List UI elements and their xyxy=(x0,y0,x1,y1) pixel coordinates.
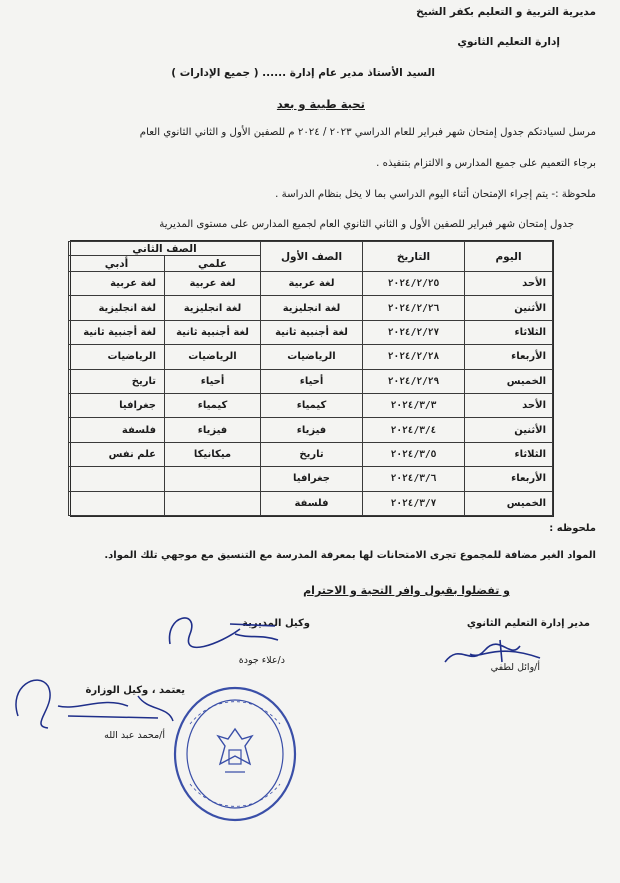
right-signer-name: أ/وائل لطفي xyxy=(490,662,540,673)
department-name: إدارة التعليم الثانوي xyxy=(457,36,560,48)
right-signer-title: مدير إدارة التعليم الثانوي xyxy=(466,618,590,629)
greeting-line: تحية طيبة و بعد xyxy=(276,97,365,111)
header-second-grade: الصف الثاني xyxy=(68,242,260,256)
science-cell xyxy=(165,467,261,491)
day-cell: الثلاثاء xyxy=(465,320,553,344)
header-date: التاريخ xyxy=(363,242,465,272)
footnote-label: ملحوظه : xyxy=(549,523,596,534)
table-row xyxy=(68,393,552,417)
science-cell: الرياضيات xyxy=(165,345,261,369)
header-science: علمي xyxy=(165,256,261,272)
date-cell: ٢٠٢٤/٢/٢٥ xyxy=(363,272,465,296)
date-cell: ٢٠٢٤/٢/٢٩ xyxy=(363,369,465,393)
date-cell: ٢٠٢٤/٣/٦ xyxy=(363,467,465,491)
date-cell: ٢٠٢٤/٣/٧ xyxy=(363,491,465,515)
table-row xyxy=(68,320,552,344)
literary-cell xyxy=(68,491,164,515)
first-grade-cell: الرياضيات xyxy=(261,345,363,369)
literary-cell: لغة عربية xyxy=(68,272,164,296)
body-line-2: برجاء التعميم على جميع المدارس و الالتزام بتنفيذه . xyxy=(376,158,596,169)
first-grade-cell: كيمياء xyxy=(261,393,363,417)
first-grade-cell: لغة انجليزية xyxy=(261,296,363,320)
science-cell: لغة عربية xyxy=(165,272,261,296)
first-grade-cell: فيزياء xyxy=(261,418,363,442)
directorate-name: مديرية التربية و التعليم بكفر الشيخ xyxy=(416,6,596,18)
day-cell: الأربعاء xyxy=(465,345,553,369)
literary-cell: الرياضيات xyxy=(68,345,164,369)
first-grade-cell: فلسفة xyxy=(261,491,363,515)
first-grade-cell: أحياء xyxy=(261,369,363,393)
literary-cell: لغة انجليزية xyxy=(68,296,164,320)
literary-cell: فلسفة xyxy=(68,418,164,442)
eagle-emblem-icon xyxy=(218,729,252,772)
exam-schedule-table xyxy=(70,240,554,517)
approval-name: أ/محمد عبد الله xyxy=(104,730,165,741)
official-stamp xyxy=(170,684,300,824)
right-signature-scribble xyxy=(440,632,550,672)
table-row xyxy=(68,491,552,515)
first-grade-cell: لغة أجنبية ثانية xyxy=(261,320,363,344)
date-cell: ٢٠٢٤/٣/٣ xyxy=(363,393,465,417)
table-row xyxy=(68,272,552,296)
day-cell: الأحد xyxy=(465,272,553,296)
approval-title: يعتمد ، وكيل الوزارة xyxy=(85,685,185,696)
first-grade-cell: جغرافيا xyxy=(261,467,363,491)
footnote-text: المواد الغير مضافة للمجموع تجرى الامتحانات لها بمعرفة المدرسة مع التنسيق مع موجهي تلك المواد. xyxy=(104,550,596,561)
date-cell: ٢٠٢٤/٣/٤ xyxy=(363,418,465,442)
first-grade-cell: لغة عربية xyxy=(261,272,363,296)
table-row xyxy=(68,296,552,320)
header-first-grade: الصف الأول xyxy=(261,242,363,272)
day-cell: الأربعاء xyxy=(465,467,553,491)
header-literary: أدبي xyxy=(68,256,164,272)
table-row xyxy=(68,467,552,491)
table-title: جدول إمتحان شهر فبراير للصفين الأول و الثاني الثانوي العام لجميع المدارس على مستوى المديرية xyxy=(159,219,574,230)
header-day: اليوم xyxy=(465,242,553,272)
day-cell: الخميس xyxy=(465,369,553,393)
table-row xyxy=(68,418,552,442)
literary-cell: جغرافيا xyxy=(68,393,164,417)
approval-signature-scribble xyxy=(8,666,178,746)
left-signer-name: د/علاء جودة xyxy=(238,655,285,666)
body-note: ملحوظة :- يتم إجراء الإمتحان أثناء اليوم الدراسي بما لا يخل بنظام الدراسة . xyxy=(275,189,596,200)
table-row xyxy=(68,442,552,466)
first-grade-cell: تاريخ xyxy=(261,442,363,466)
table-row xyxy=(68,369,552,393)
literary-cell: تاريخ xyxy=(68,369,164,393)
day-cell: الأثنين xyxy=(465,296,553,320)
body-line-1: مرسل لسيادتكم جدول إمتحان شهر فبراير للعام الدراسي ٢٠٢٣ / ٢٠٢٤ م للصفين الأول و الثاني الثانوي العام xyxy=(139,127,596,138)
left-signature-scribble xyxy=(160,604,290,654)
science-cell: فيزياء xyxy=(165,418,261,442)
science-cell: لغة انجليزية xyxy=(165,296,261,320)
left-signer-title: وكيل المديرية xyxy=(242,618,310,629)
table-row xyxy=(68,345,552,369)
date-cell: ٢٠٢٤/٢/٢٧ xyxy=(363,320,465,344)
science-cell: لغة أجنبية ثانية xyxy=(165,320,261,344)
literary-cell xyxy=(68,467,164,491)
science-cell: أحياء xyxy=(165,369,261,393)
addressee-line: السيد الأستاذ مدير عام إدارة ...... ( جميع الإدارات ) xyxy=(171,67,435,79)
date-cell: ٢٠٢٤/٣/٥ xyxy=(363,442,465,466)
date-cell: ٢٠٢٤/٢/٢٦ xyxy=(363,296,465,320)
literary-cell: لغة أجنبية ثانية xyxy=(68,320,164,344)
day-cell: الثلاثاء xyxy=(465,442,553,466)
day-cell: الأثنين xyxy=(465,418,553,442)
literary-cell: علم نفس xyxy=(68,442,164,466)
day-cell: الأحد xyxy=(465,393,553,417)
science-cell xyxy=(165,491,261,515)
science-cell: ميكانيكا xyxy=(165,442,261,466)
day-cell: الخميس xyxy=(465,491,553,515)
date-cell: ٢٠٢٤/٢/٢٨ xyxy=(363,345,465,369)
closing-line: و تفضلوا بقبول وافر التحية و الاحترام xyxy=(303,584,510,597)
science-cell: كيمياء xyxy=(165,393,261,417)
